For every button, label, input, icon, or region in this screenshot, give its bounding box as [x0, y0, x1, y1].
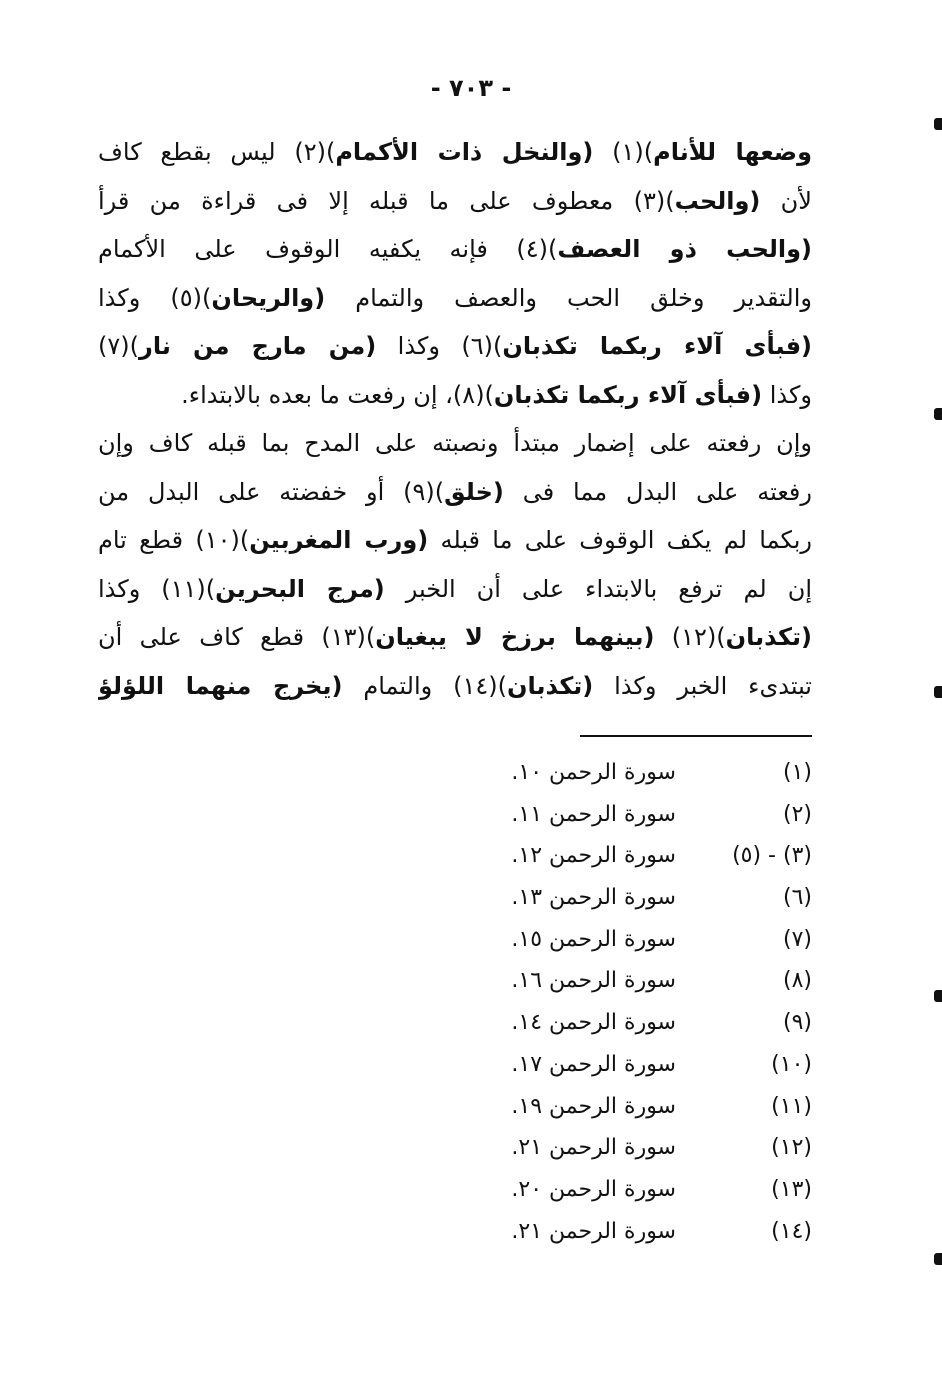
quran-quote: (والنخل ذات الأكمام — [335, 138, 594, 166]
quran-quote: (ورب المغربين — [249, 526, 429, 554]
footnote-reference: سورة الرحمن ١٢. — [511, 843, 676, 869]
footnote-number: (١١) — [771, 1093, 812, 1119]
text-run: )(١) — [593, 138, 654, 166]
text-run: )(١٠) قطع تام — [98, 526, 250, 554]
quran-quote: (تكذبان — [725, 623, 812, 651]
quran-quote: (والحب — [674, 186, 761, 215]
quran-quote: وضعها للأنام — [653, 138, 812, 166]
text-run: إن لم ترفع بالابتداء على أن الخبر — [384, 574, 812, 603]
footnote-number: (٨) — [782, 968, 812, 994]
quran-quote: (مرج البحرين — [215, 574, 385, 603]
text-run: ربكما لم يكف الوقوف على ما قبله — [428, 526, 812, 554]
footnote — [400, 960, 812, 1002]
binding-mark — [934, 118, 942, 130]
text-line — [98, 274, 812, 323]
text-run: لأن — [760, 186, 812, 215]
text-line — [98, 419, 812, 468]
footnote — [400, 1211, 812, 1253]
text-line — [98, 516, 812, 565]
text-run: )(٧) — [98, 332, 139, 360]
footnote-reference: سورة الرحمن ١٦. — [511, 968, 676, 994]
quran-quote: (فبأى آلاء ربكما تكذبان — [493, 380, 763, 409]
text-line — [98, 322, 812, 371]
text-line — [98, 225, 812, 274]
footnote — [400, 1169, 812, 1211]
footnote-number: (٣) - (٥) — [732, 843, 812, 869]
quran-quote: (والريحان — [211, 283, 326, 312]
text-run: وكذا — [762, 380, 812, 409]
footnote-reference: سورة الرحمن ١٥. — [511, 926, 676, 952]
footnote — [400, 1002, 812, 1044]
text-run: )(٨)، إن رفعت ما بعده بالابتداء. — [181, 380, 494, 409]
footnote-reference: سورة الرحمن ١١. — [511, 801, 676, 827]
text-run: )(٣) معطوف على ما قبله إلا فى قراءة من قرأ — [98, 186, 675, 215]
footnote-number: (٩) — [782, 1010, 812, 1036]
text-line — [98, 468, 812, 517]
quran-quote: (يخرج منهما اللؤلؤ — [98, 671, 343, 700]
text-line — [98, 177, 812, 226]
footnote — [400, 1044, 812, 1086]
text-run: )(٥) وكذا — [98, 283, 212, 312]
footnote-reference: سورة الرحمن ١٧. — [511, 1051, 676, 1077]
footnote-number: (١٢) — [771, 1135, 812, 1161]
footnote-number: (٢) — [782, 801, 812, 827]
text-line — [98, 662, 812, 711]
binding-mark — [934, 408, 942, 420]
quran-quote: (خلق — [444, 477, 504, 506]
text-run: )(١٣) قطع كاف على أن — [98, 623, 376, 651]
footnote-number: (١٠) — [771, 1051, 812, 1077]
text-run: )(٢) ليس بقطع كاف — [98, 138, 336, 166]
page-number: - ٧٠٣ - — [430, 74, 512, 102]
footnote-reference: سورة الرحمن ٢١. — [511, 1218, 676, 1244]
text-line — [98, 128, 812, 177]
footnote-number: (١٣) — [771, 1176, 812, 1202]
footnote — [400, 1086, 812, 1128]
footnote-reference: سورة الرحمن ١٠. — [511, 760, 676, 785]
footnote-number: (٧) — [782, 926, 812, 952]
footnote — [400, 794, 812, 836]
binding-mark — [934, 990, 942, 1002]
quran-quote: (بينهما برزخ لا يبغيان — [375, 623, 655, 651]
footnote — [400, 919, 812, 961]
quran-quote: (فبأى آلاء ربكما تكذبان — [502, 332, 812, 360]
text-run: )(١٤) والتمام — [342, 671, 507, 700]
body-text — [98, 128, 812, 710]
footnote — [400, 752, 812, 794]
binding-mark — [934, 1253, 942, 1265]
footnote-reference: سورة الرحمن ٢١. — [511, 1135, 676, 1161]
footnote-number: (٦) — [782, 885, 812, 911]
footnote — [400, 835, 812, 877]
text-run: والتقدير وخلق الحب والعصف والتمام — [325, 283, 812, 312]
footnote — [400, 877, 812, 919]
footnote-reference: سورة الرحمن ١٤. — [511, 1010, 676, 1036]
text-run: )(١٢) — [654, 623, 726, 651]
footnotes-list — [400, 752, 812, 1252]
text-line — [98, 613, 812, 662]
binding-mark — [934, 686, 942, 698]
footnote-number: (١٤) — [771, 1218, 812, 1244]
text-run: )(٤) فإنه يكفيه الوقوف على الأكمام — [98, 235, 558, 263]
quran-quote: (من مارج من نار — [139, 332, 377, 360]
footnote-reference: سورة الرحمن ١٣. — [511, 885, 676, 911]
text-run: تبتدىء الخبر وكذا — [593, 671, 812, 700]
text-line — [98, 371, 812, 420]
text-run: )(١١) وكذا — [98, 574, 216, 603]
footnote-number: (١) — [782, 760, 812, 785]
footnote — [400, 1127, 812, 1169]
text-line — [98, 565, 812, 614]
quran-quote: (تكذبان — [506, 671, 594, 700]
text-run: رفعته على البدل مما فى — [503, 477, 812, 506]
text-run: )(٩) أو خفضته على البدل من — [98, 477, 445, 506]
text-run: وإن رفعته على إضمار مبتدأ ونصبته على المدح بما قبله كاف وإن — [98, 429, 812, 457]
quran-quote: (والحب ذو العصف — [557, 235, 812, 263]
footnote-reference: سورة الرحمن ١٩. — [511, 1093, 676, 1119]
footnote-divider — [580, 735, 812, 737]
footnote-reference: سورة الرحمن ٢٠. — [511, 1176, 676, 1202]
text-run: )(٦) وكذا — [376, 332, 503, 360]
